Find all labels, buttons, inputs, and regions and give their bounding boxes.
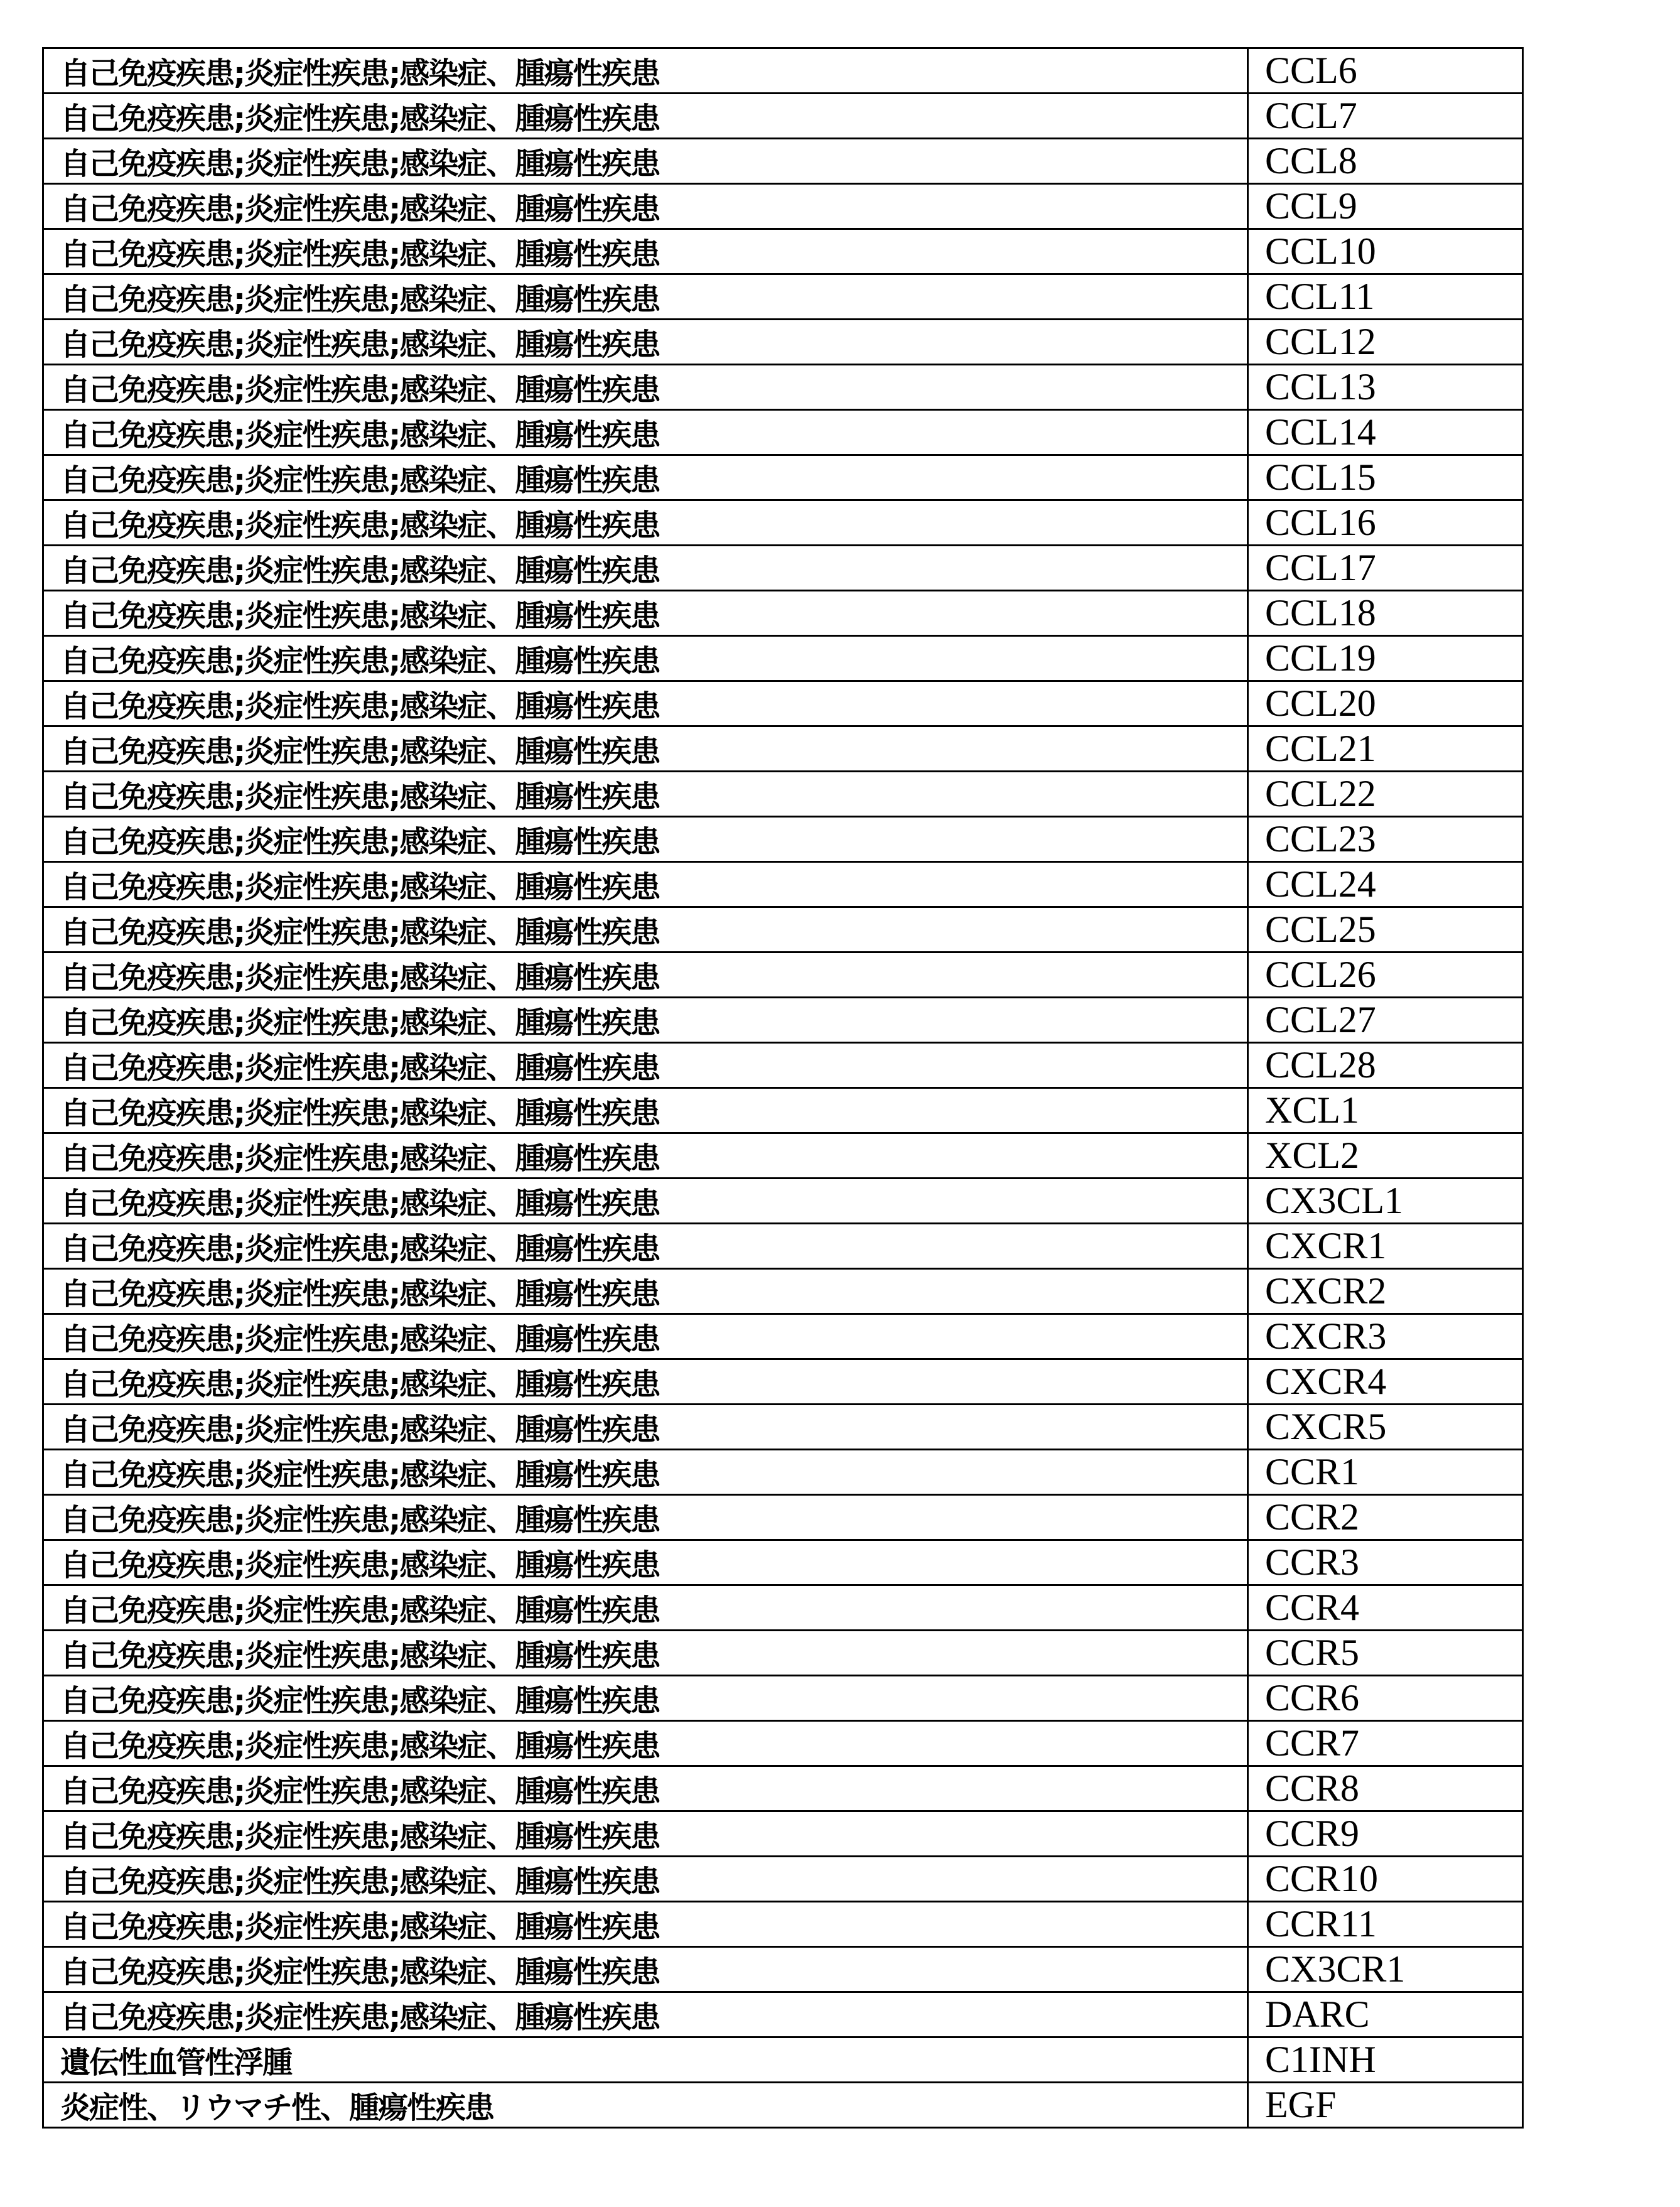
table-row [43, 1405, 1523, 1450]
target-cell: CX3CR1 [1248, 1947, 1523, 1992]
disease-cell: 自己免疫疾患;炎症性疾患;感染症、腫瘍性疾患 [43, 1179, 1248, 1224]
disease-cell: 自己免疫疾患;炎症性疾患;感染症、腫瘍性疾患 [43, 1314, 1248, 1359]
disease-cell: 自己免疫疾患;炎症性疾患;感染症、腫瘍性疾患 [43, 998, 1248, 1043]
table-row [43, 1992, 1523, 2037]
table-row [43, 1585, 1523, 1631]
target-cell: CCR5 [1248, 1631, 1523, 1676]
table-row [43, 546, 1523, 591]
table-row [43, 772, 1523, 817]
target-cell: CXCR4 [1248, 1359, 1523, 1405]
disease-cell: 自己免疫疾患;炎症性疾患;感染症、腫瘍性疾患 [43, 546, 1248, 591]
target-cell: CCL17 [1248, 546, 1523, 591]
target-cell: C1INH [1248, 2037, 1523, 2083]
table-row [43, 1766, 1523, 1811]
disease-cell: 自己免疫疾患;炎症性疾患;感染症、腫瘍性疾患 [43, 1540, 1248, 1585]
disease-cell: 自己免疫疾患;炎症性疾患;感染症、腫瘍性疾患 [43, 455, 1248, 500]
disease-cell: 自己免疫疾患;炎症性疾患;感染症、腫瘍性疾患 [43, 94, 1248, 139]
target-cell: CCL12 [1248, 320, 1523, 365]
target-cell: CCL19 [1248, 636, 1523, 681]
target-cell: CCL23 [1248, 817, 1523, 862]
disease-cell: 自己免疫疾患;炎症性疾患;感染症、腫瘍性疾患 [43, 772, 1248, 817]
table-row [43, 907, 1523, 952]
target-cell: CCL25 [1248, 907, 1523, 952]
target-cell: CXCR5 [1248, 1405, 1523, 1450]
table-row [43, 1857, 1523, 1902]
disease-cell: 自己免疫疾患;炎症性疾患;感染症、腫瘍性疾患 [43, 1224, 1248, 1269]
disease-cell: 自己免疫疾患;炎症性疾患;感染症、腫瘍性疾患 [43, 410, 1248, 455]
table-row [43, 726, 1523, 772]
target-cell: CCL14 [1248, 410, 1523, 455]
disease-cell: 自己免疫疾患;炎症性疾患;感染症、腫瘍性疾患 [43, 1088, 1248, 1133]
table-row [43, 1224, 1523, 1269]
target-cell: CCL28 [1248, 1043, 1523, 1088]
disease-cell: 自己免疫疾患;炎症性疾患;感染症、腫瘍性疾患 [43, 1766, 1248, 1811]
disease-cell: 自己免疫疾患;炎症性疾患;感染症、腫瘍性疾患 [43, 1450, 1248, 1495]
table-row [43, 1902, 1523, 1947]
table-row [43, 1314, 1523, 1359]
target-cell: CCL6 [1248, 48, 1523, 94]
table-row [43, 1450, 1523, 1495]
table-row [43, 952, 1523, 998]
table-row [43, 48, 1523, 94]
disease-cell: 炎症性、リウマチ性、腫瘍性疾患 [43, 2083, 1248, 2128]
target-cell: CCL10 [1248, 229, 1523, 274]
table-row [43, 455, 1523, 500]
disease-cell: 自己免疫疾患;炎症性疾患;感染症、腫瘍性疾患 [43, 184, 1248, 229]
disease-cell: 自己免疫疾患;炎症性疾患;感染症、腫瘍性疾患 [43, 726, 1248, 772]
disease-cell: 自己免疫疾患;炎症性疾患;感染症、腫瘍性疾患 [43, 1721, 1248, 1766]
disease-cell: 自己免疫疾患;炎症性疾患;感染症、腫瘍性疾患 [43, 1857, 1248, 1902]
disease-cell: 自己免疫疾患;炎症性疾患;感染症、腫瘍性疾患 [43, 1631, 1248, 1676]
target-cell: CCL9 [1248, 184, 1523, 229]
table-row [43, 365, 1523, 410]
disease-cell: 自己免疫疾患;炎症性疾患;感染症、腫瘍性疾患 [43, 229, 1248, 274]
target-cell: CCR7 [1248, 1721, 1523, 1766]
table-row [43, 1359, 1523, 1405]
target-cell: CCR3 [1248, 1540, 1523, 1585]
disease-cell: 自己免疫疾患;炎症性疾患;感染症、腫瘍性疾患 [43, 862, 1248, 907]
table-row [43, 1043, 1523, 1088]
target-cell: CXCR2 [1248, 1269, 1523, 1314]
disease-cell: 自己免疫疾患;炎症性疾患;感染症、腫瘍性疾患 [43, 365, 1248, 410]
target-cell: CCL21 [1248, 726, 1523, 772]
table-row [43, 2037, 1523, 2083]
disease-cell: 自己免疫疾患;炎症性疾患;感染症、腫瘍性疾患 [43, 1676, 1248, 1721]
disease-cell: 自己免疫疾患;炎症性疾患;感染症、腫瘍性疾患 [43, 907, 1248, 952]
disease-cell: 自己免疫疾患;炎症性疾患;感染症、腫瘍性疾患 [43, 1811, 1248, 1857]
disease-cell: 自己免疫疾患;炎症性疾患;感染症、腫瘍性疾患 [43, 1359, 1248, 1405]
table-row [43, 1631, 1523, 1676]
disease-cell: 自己免疫疾患;炎症性疾患;感染症、腫瘍性疾患 [43, 320, 1248, 365]
table-row [43, 636, 1523, 681]
table-row [43, 1721, 1523, 1766]
target-cell: EGF [1248, 2083, 1523, 2128]
disease-cell: 自己免疫疾患;炎症性疾患;感染症、腫瘍性疾患 [43, 636, 1248, 681]
table-row [43, 1088, 1523, 1133]
table-row [43, 139, 1523, 184]
target-cell: CCL22 [1248, 772, 1523, 817]
target-cell: CCL26 [1248, 952, 1523, 998]
target-cell: CCR10 [1248, 1857, 1523, 1902]
table-row [43, 320, 1523, 365]
disease-cell: 自己免疫疾患;炎症性疾患;感染症、腫瘍性疾患 [43, 681, 1248, 726]
target-cell: CCL11 [1248, 274, 1523, 320]
disease-cell: 自己免疫疾患;炎症性疾患;感染症、腫瘍性疾患 [43, 274, 1248, 320]
disease-cell: 自己免疫疾患;炎症性疾患;感染症、腫瘍性疾患 [43, 591, 1248, 636]
table-row [43, 2083, 1523, 2128]
target-cell: XCL2 [1248, 1133, 1523, 1179]
disease-cell: 自己免疫疾患;炎症性疾患;感染症、腫瘍性疾患 [43, 817, 1248, 862]
disease-target-table [42, 47, 1524, 2129]
target-cell: CXCR1 [1248, 1224, 1523, 1269]
target-cell: DARC [1248, 1992, 1523, 2037]
disease-cell: 自己免疫疾患;炎症性疾患;感染症、腫瘍性疾患 [43, 1495, 1248, 1540]
table-row [43, 681, 1523, 726]
target-cell: CCL16 [1248, 500, 1523, 546]
target-cell: CCR8 [1248, 1766, 1523, 1811]
target-cell: CCR2 [1248, 1495, 1523, 1540]
disease-cell: 自己免疫疾患;炎症性疾患;感染症、腫瘍性疾患 [43, 1269, 1248, 1314]
target-cell: CCL18 [1248, 591, 1523, 636]
table-row [43, 184, 1523, 229]
disease-cell: 遺伝性血管性浮腫 [43, 2037, 1248, 2083]
disease-cell: 自己免疫疾患;炎症性疾患;感染症、腫瘍性疾患 [43, 1902, 1248, 1947]
disease-cell: 自己免疫疾患;炎症性疾患;感染症、腫瘍性疾患 [43, 500, 1248, 546]
table-body [43, 48, 1523, 2128]
table-row [43, 1676, 1523, 1721]
disease-cell: 自己免疫疾患;炎症性疾患;感染症、腫瘍性疾患 [43, 139, 1248, 184]
table-row [43, 1811, 1523, 1857]
target-cell: CCL13 [1248, 365, 1523, 410]
target-cell: CCR6 [1248, 1676, 1523, 1721]
target-cell: CX3CL1 [1248, 1179, 1523, 1224]
target-cell: CCL15 [1248, 455, 1523, 500]
target-cell: CCR9 [1248, 1811, 1523, 1857]
target-cell: CCL24 [1248, 862, 1523, 907]
disease-cell: 自己免疫疾患;炎症性疾患;感染症、腫瘍性疾患 [43, 1043, 1248, 1088]
target-cell: CCR11 [1248, 1902, 1523, 1947]
table-row [43, 500, 1523, 546]
disease-cell: 自己免疫疾患;炎症性疾患;感染症、腫瘍性疾患 [43, 952, 1248, 998]
disease-cell: 自己免疫疾患;炎症性疾患;感染症、腫瘍性疾患 [43, 1585, 1248, 1631]
target-cell: CCL8 [1248, 139, 1523, 184]
table-row [43, 229, 1523, 274]
table-row [43, 1269, 1523, 1314]
disease-cell: 自己免疫疾患;炎症性疾患;感染症、腫瘍性疾患 [43, 1992, 1248, 2037]
table-row [43, 862, 1523, 907]
table-row [43, 410, 1523, 455]
target-cell: CCL7 [1248, 94, 1523, 139]
target-cell: CCL20 [1248, 681, 1523, 726]
disease-cell: 自己免疫疾患;炎症性疾患;感染症、腫瘍性疾患 [43, 1947, 1248, 1992]
table-row [43, 817, 1523, 862]
table-row [43, 1540, 1523, 1585]
table-row [43, 1133, 1523, 1179]
target-cell: CCR1 [1248, 1450, 1523, 1495]
target-cell: CXCR3 [1248, 1314, 1523, 1359]
table-row [43, 274, 1523, 320]
table-row [43, 94, 1523, 139]
disease-cell: 自己免疫疾患;炎症性疾患;感染症、腫瘍性疾患 [43, 1405, 1248, 1450]
target-cell: CCR4 [1248, 1585, 1523, 1631]
table-row [43, 591, 1523, 636]
table-row [43, 1179, 1523, 1224]
target-cell: CCL27 [1248, 998, 1523, 1043]
table-row [43, 1495, 1523, 1540]
table-row [43, 1947, 1523, 1992]
table-row [43, 998, 1523, 1043]
target-cell: XCL1 [1248, 1088, 1523, 1133]
disease-cell: 自己免疫疾患;炎症性疾患;感染症、腫瘍性疾患 [43, 48, 1248, 94]
disease-cell: 自己免疫疾患;炎症性疾患;感染症、腫瘍性疾患 [43, 1133, 1248, 1179]
